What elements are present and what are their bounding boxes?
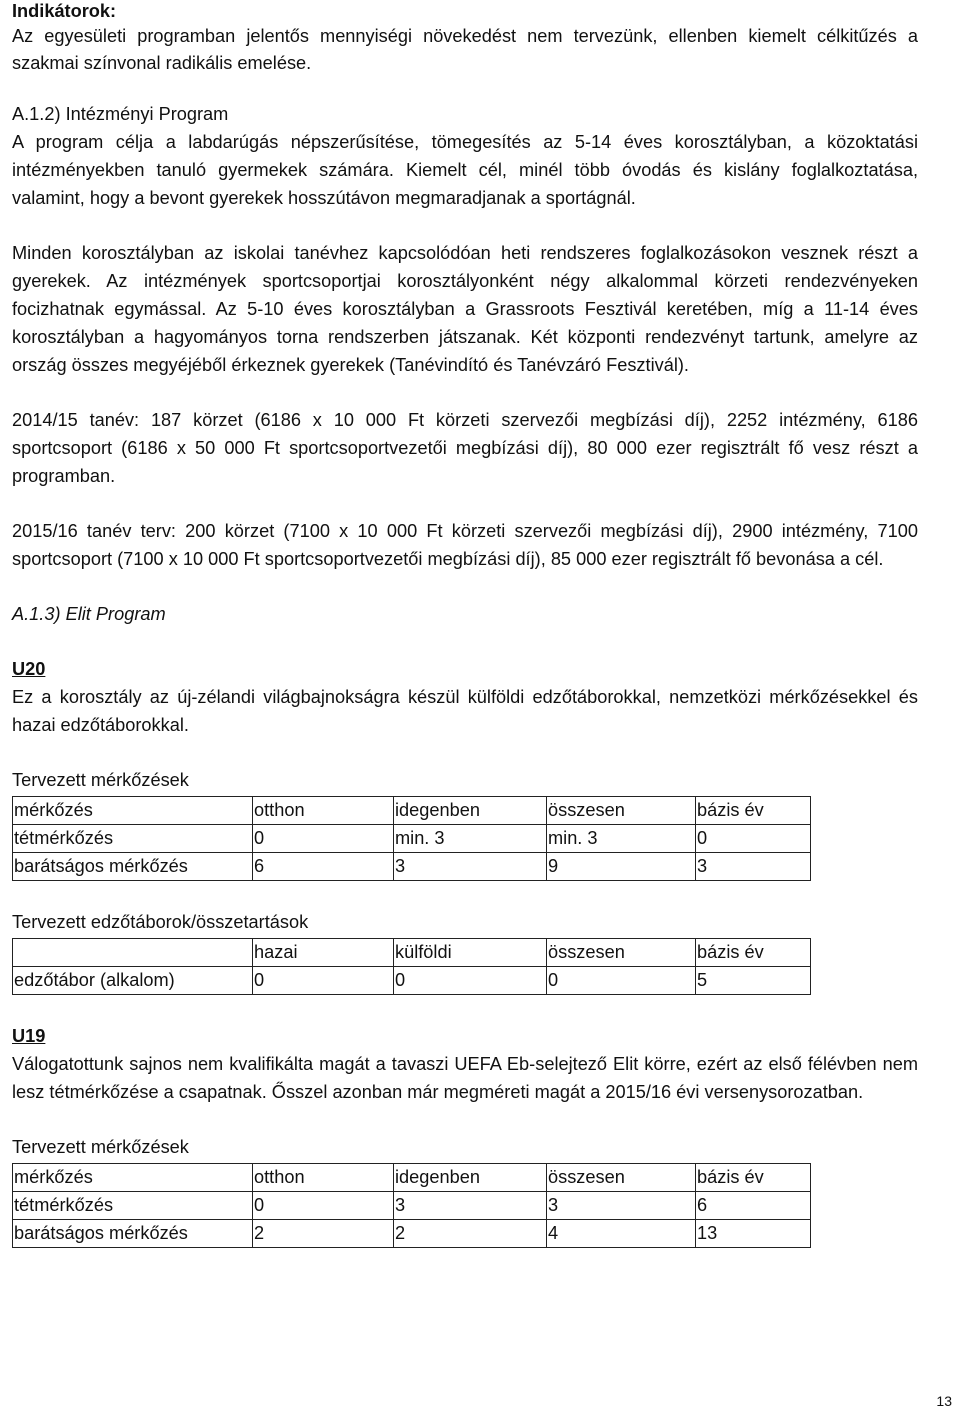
- section-a12-paragraph-4: 2015/16 tanév terv: 200 körzet (7100 x 10 000 Ft körzeti szervezői megbízási díj), 2900 intézmény, 7100 sportcsoport (7100 x 10 000 Ft sportcsoportvezetői megbízási díj), 85 000 ezer regisztrált fő bevonása a cél.: [12, 521, 918, 569]
- table-cell: 3: [696, 853, 811, 881]
- table-cell: 6: [253, 853, 394, 881]
- table-cell: [13, 939, 253, 967]
- u20-camps-caption: Tervezett edzőtáborok/összetartások: [12, 912, 309, 932]
- table-cell: összesen: [547, 1164, 696, 1192]
- table-cell: idegenben: [394, 1164, 547, 1192]
- u19-matches-table: [12, 1163, 811, 1248]
- table-cell: 0: [253, 967, 394, 995]
- section-a12-paragraph-2: Minden korosztályban az iskolai tanévhez kapcsolódóan heti rendszeres foglalkozásokon vesznek részt a gyerekek. Az intézmények sportcsoportjai korosztályonként négy alkalommal körzeti rendezvényeken focizhatnak egymással. Az 5-10 éves korosztályban a Grassroots Fesztivál keretében, míg a 11-14 éves korosztályban a hagyományos torna rendszerben játszanak. Két központi rendezvényt tartunk, amelyre az ország összes megyéjéből érkeznek gyerekek (Tanévindító és Tanévzáró Fesztivál).: [12, 243, 918, 375]
- table-cell: hazai: [253, 939, 394, 967]
- table-cell: tétmérkőzés: [13, 1192, 253, 1220]
- table-cell: 0: [394, 967, 547, 995]
- table-cell: otthon: [253, 797, 394, 825]
- table-cell: 0: [696, 825, 811, 853]
- table-cell: 3: [547, 1192, 696, 1220]
- u20-camps-table: [12, 938, 811, 995]
- u19-heading: U19: [12, 1026, 46, 1046]
- table-row: [13, 1192, 811, 1220]
- table-cell: 0: [253, 1192, 394, 1220]
- table-cell: 13: [696, 1220, 811, 1248]
- table-cell: külföldi: [394, 939, 547, 967]
- table-row: [13, 797, 811, 825]
- indicators-text: Az egyesületi programban jelentős mennyiségi növekedést nem tervezünk, ellenben kiemelt célkitűzés a szakmai színvonal radikális emelése.: [12, 26, 918, 73]
- u20-matches-caption: Tervezett mérkőzések: [12, 770, 189, 790]
- document-page: [12, 0, 918, 1248]
- table-cell: 5: [696, 967, 811, 995]
- table-cell: mérkőzés: [13, 1164, 253, 1192]
- table-cell: összesen: [547, 939, 696, 967]
- table-row: [13, 853, 811, 881]
- page-number: 13: [936, 1393, 952, 1409]
- table-cell: 2: [253, 1220, 394, 1248]
- table-cell: bázis év: [696, 1164, 811, 1192]
- table-cell: barátságos mérkőzés: [13, 1220, 253, 1248]
- table-cell: mérkőzés: [13, 797, 253, 825]
- table-cell: bázis év: [696, 797, 811, 825]
- section-a12-title: A.1.2) Intézményi Program: [12, 104, 229, 124]
- table-row: [13, 967, 811, 995]
- section-a13-title: A.1.3) Elit Program: [12, 604, 166, 624]
- table-row: [13, 825, 811, 853]
- table-cell: min. 3: [547, 825, 696, 853]
- indicators-heading: Indikátorok:: [12, 1, 117, 21]
- table-cell: 2: [394, 1220, 547, 1248]
- table-row: [13, 1164, 811, 1192]
- table-row: [13, 939, 811, 967]
- table-cell: edzőtábor (alkalom): [13, 967, 253, 995]
- table-cell: összesen: [547, 797, 696, 825]
- table-cell: 0: [253, 825, 394, 853]
- table-cell: 3: [394, 853, 547, 881]
- table-cell: min. 3: [394, 825, 547, 853]
- u20-matches-table: [12, 796, 811, 881]
- table-cell: idegenben: [394, 797, 547, 825]
- table-cell: tétmérkőzés: [13, 825, 253, 853]
- table-cell: 9: [547, 853, 696, 881]
- table-cell: 0: [547, 967, 696, 995]
- u19-matches-caption: Tervezett mérkőzések: [12, 1137, 189, 1157]
- u20-text: Ez a korosztály az új-zélandi világbajnokságra készül külföldi edzőtáborokkal, nemzetközi mérkőzésekkel és hazai edzőtáborokkal.: [12, 687, 918, 735]
- u20-heading: U20: [12, 659, 46, 679]
- section-a12-paragraph-3: 2014/15 tanév: 187 körzet (6186 x 10 000 Ft körzeti szervezői megbízási díj), 2252 intézmény, 6186 sportcsoport (6186 x 50 000 Ft sportcsoportvezetői megbízási díj), 80 000 ezer regisztrált fő vesz részt a programban.: [12, 410, 918, 486]
- table-cell: 6: [696, 1192, 811, 1220]
- table-cell: bázis év: [696, 939, 811, 967]
- table-cell: 4: [547, 1220, 696, 1248]
- table-row: [13, 1220, 811, 1248]
- table-cell: otthon: [253, 1164, 394, 1192]
- section-a12-paragraph-1: A program célja a labdarúgás népszerűsítése, tömegesítés az 5-14 éves korosztályban, a közoktatási intézményekben tanuló gyermekek számára. Kiemelt cél, minél több óvodás és kislány foglalkoztatása, valamint, hogy a bevont gyerekek hosszútávon megmaradjanak a sportágnál.: [12, 132, 918, 208]
- table-cell: barátságos mérkőzés: [13, 853, 253, 881]
- table-cell: 3: [394, 1192, 547, 1220]
- u19-text: Válogatottunk sajnos nem kvalifikálta magát a tavaszi UEFA Eb-selejtező Elit körre, ezért az első félévben nem lesz tétmérkőzése a csapatnak. Ősszel azonban már megméreti magát a 2015/16 évi versenysorozatban.: [12, 1054, 918, 1102]
